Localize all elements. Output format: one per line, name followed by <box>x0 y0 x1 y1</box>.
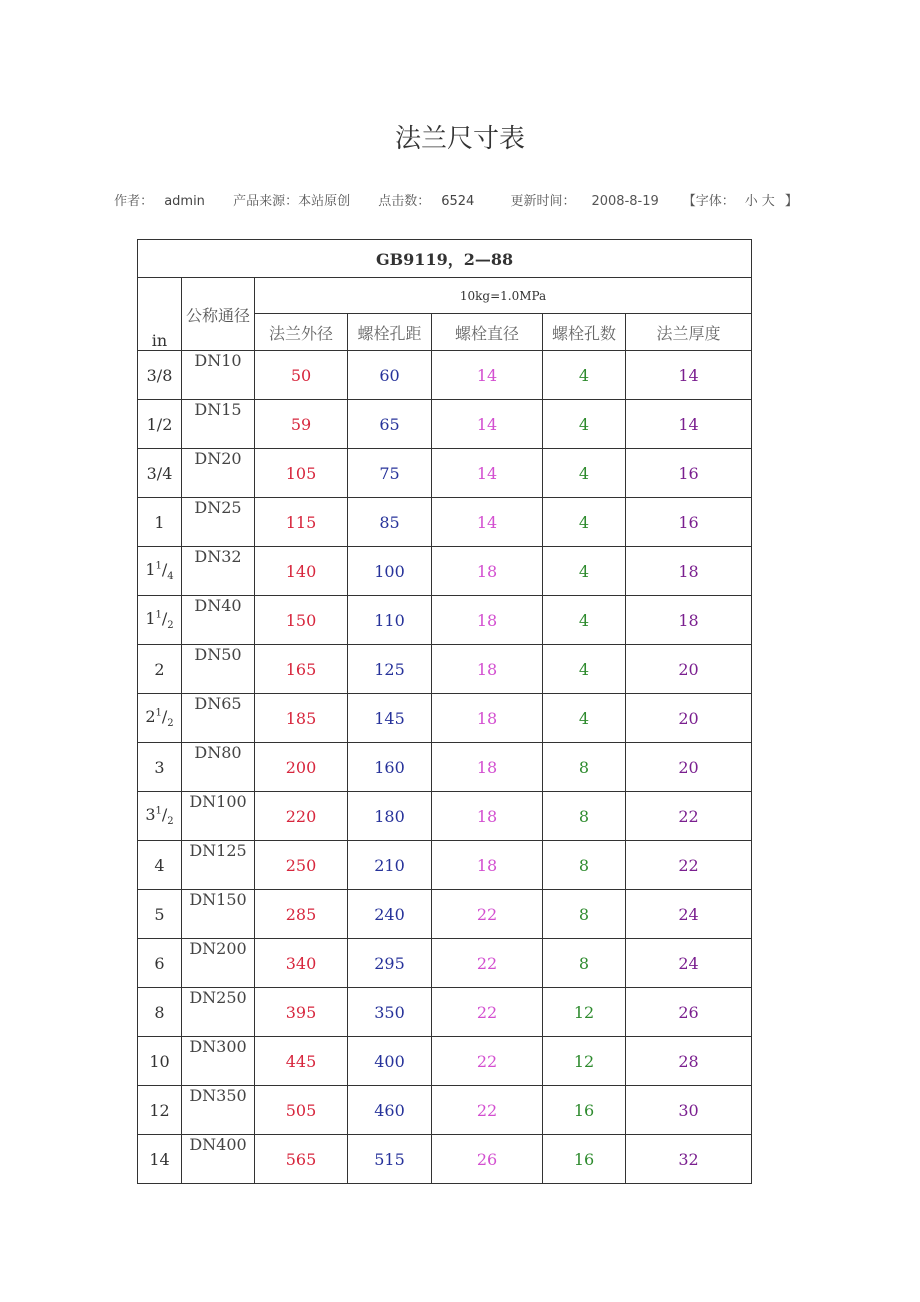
bolt-pitch: 350 <box>348 988 432 1037</box>
nominal-diameter: DN65 <box>182 694 255 743</box>
bolt-diameter: 18 <box>432 645 543 694</box>
nominal-diameter-header: 公称通径 <box>182 278 255 351</box>
inch-size <box>138 841 182 890</box>
outer-diameter: 200 <box>255 743 348 792</box>
bolt-count: 12 <box>543 988 626 1037</box>
table-row <box>138 890 752 939</box>
table-title-row <box>138 240 752 278</box>
inch-size: $1^1/_2$ <box>138 596 182 645</box>
inch-whole: 6 <box>154 953 165 973</box>
bolt-diameter: 26 <box>432 1135 543 1184</box>
inch-size <box>138 890 182 939</box>
thickness-header: 法兰厚度 <box>626 314 752 351</box>
inch-whole: 1/2 <box>146 414 173 434</box>
inch-size <box>138 645 182 694</box>
outer-diameter: 165 <box>255 645 348 694</box>
flange-thickness: 22 <box>626 841 752 890</box>
inch-size <box>138 988 182 1037</box>
nominal-diameter: DN150 <box>182 890 255 939</box>
bolt-count: 8 <box>543 743 626 792</box>
font-size-close: 】 <box>784 194 798 209</box>
bolt-diameter: 18 <box>432 547 543 596</box>
flange-thickness: 20 <box>626 645 752 694</box>
table-row <box>138 351 752 400</box>
standard-heading: GB9119，2—88 <box>138 240 752 278</box>
flange-thickness: 24 <box>626 939 752 988</box>
nominal-diameter: DN300 <box>182 1037 255 1086</box>
source-info: 产品来源：本站原创 <box>233 194 351 209</box>
bolt-count: 16 <box>543 1086 626 1135</box>
inch-whole: 1 <box>145 559 156 579</box>
inch-whole: 10 <box>149 1051 170 1071</box>
bolt-pitch: 210 <box>348 841 432 890</box>
outer-diameter: 185 <box>255 694 348 743</box>
inch-whole: 3/8 <box>146 365 173 385</box>
inch-whole: 12 <box>149 1100 170 1120</box>
bolt-diameter-header: 螺栓直径 <box>432 314 543 351</box>
bolt-diameter: 18 <box>432 694 543 743</box>
bolt-pitch: 145 <box>348 694 432 743</box>
nominal-diameter: DN200 <box>182 939 255 988</box>
outer-diameter: 50 <box>255 351 348 400</box>
outer-diameter: 150 <box>255 596 348 645</box>
font-small-link[interactable]: 小 <box>744 194 758 209</box>
nominal-diameter: DN125 <box>182 841 255 890</box>
flange-thickness: 20 <box>626 694 752 743</box>
inch-whole: 1 <box>145 608 156 628</box>
table-row <box>138 449 752 498</box>
inch-whole: 8 <box>154 1002 165 1022</box>
updated-info <box>502 194 813 209</box>
flange-thickness: 20 <box>626 743 752 792</box>
bolt-pitch: 85 <box>348 498 432 547</box>
nominal-diameter: DN250 <box>182 988 255 1037</box>
bolt-pitch: 100 <box>348 547 432 596</box>
bolt-diameter: 14 <box>432 449 543 498</box>
nominal-diameter: DN32 <box>182 547 255 596</box>
table-row <box>138 1086 752 1135</box>
inch-size <box>138 1037 182 1086</box>
flange-dimension-table <box>137 239 752 1184</box>
nominal-diameter: DN350 <box>182 1086 255 1135</box>
bolt-pitch: 240 <box>348 890 432 939</box>
inch-size <box>138 498 182 547</box>
flange-thickness: 16 <box>626 498 752 547</box>
bolt-count: 4 <box>543 498 626 547</box>
bolt-pitch: 65 <box>348 400 432 449</box>
author-name: admin <box>164 194 205 209</box>
inch-size <box>138 351 182 400</box>
bolt-diameter: 18 <box>432 841 543 890</box>
article-meta <box>0 190 920 209</box>
outer-diameter: 220 <box>255 792 348 841</box>
table-row <box>138 498 752 547</box>
outer-diameter: 115 <box>255 498 348 547</box>
outer-diameter: 285 <box>255 890 348 939</box>
inch-size <box>138 400 182 449</box>
font-size-control <box>675 194 806 209</box>
inch-fraction-numerator: 1 <box>155 707 162 719</box>
author-label: 作者： <box>114 194 154 209</box>
bolt-diameter: 18 <box>432 792 543 841</box>
bolt-count: 4 <box>543 547 626 596</box>
nominal-diameter: DN40 <box>182 596 255 645</box>
bolt-pitch: 160 <box>348 743 432 792</box>
inch-whole: 14 <box>149 1149 170 1169</box>
inch-whole: 3 <box>154 757 165 777</box>
pressure-rating: 10kg=1.0MPa <box>255 278 752 314</box>
bolt-count: 4 <box>543 645 626 694</box>
inch-fraction-numerator: 1 <box>155 805 162 817</box>
inch-whole: 3/4 <box>146 463 173 483</box>
nominal-diameter: DN400 <box>182 1135 255 1184</box>
bolt-count-header: 螺栓孔数 <box>543 314 626 351</box>
inch-size: $3^1/_2$ <box>138 792 182 841</box>
outer-diameter: 340 <box>255 939 348 988</box>
table-row <box>138 400 752 449</box>
inch-size <box>138 1135 182 1184</box>
bolt-count: 8 <box>543 792 626 841</box>
table-row <box>138 743 752 792</box>
flange-thickness: 14 <box>626 400 752 449</box>
bolt-count: 4 <box>543 694 626 743</box>
bolt-pitch: 515 <box>348 1135 432 1184</box>
outer-diameter: 105 <box>255 449 348 498</box>
pressure-row <box>138 278 752 314</box>
table-row <box>138 645 752 694</box>
table-row <box>138 841 752 890</box>
clicks-label: 点击数： <box>378 194 431 209</box>
nominal-diameter: DN10 <box>182 351 255 400</box>
flange-thickness: 22 <box>626 792 752 841</box>
inch-size <box>138 939 182 988</box>
bolt-pitch-header: 螺栓孔距 <box>348 314 432 351</box>
outer-diameter: 395 <box>255 988 348 1037</box>
flange-thickness: 24 <box>626 890 752 939</box>
bolt-pitch: 460 <box>348 1086 432 1135</box>
bolt-count: 8 <box>543 939 626 988</box>
inch-whole: 2 <box>145 706 156 726</box>
bolt-pitch: 60 <box>348 351 432 400</box>
bolt-diameter: 14 <box>432 400 543 449</box>
outer-diameter: 445 <box>255 1037 348 1086</box>
bolt-diameter: 22 <box>432 1037 543 1086</box>
inch-whole: 2 <box>154 659 165 679</box>
inch-size <box>138 449 182 498</box>
inch-size: $1^1/_4$ <box>138 547 182 596</box>
outer-diameter-header: 法兰外径 <box>255 314 348 351</box>
bolt-diameter: 14 <box>432 351 543 400</box>
bolt-count: 8 <box>543 890 626 939</box>
inch-size <box>138 743 182 792</box>
font-size-label: 【字体： <box>682 194 735 209</box>
inch-fraction-numerator: 1 <box>155 609 162 621</box>
table-row <box>138 596 752 645</box>
outer-diameter: 505 <box>255 1086 348 1135</box>
inch-whole: 5 <box>154 904 165 924</box>
table-row <box>138 792 752 841</box>
table-row <box>138 1135 752 1184</box>
flange-thickness: 26 <box>626 988 752 1037</box>
table-row <box>138 694 752 743</box>
inch-fraction-denominator: 2 <box>167 620 174 632</box>
nominal-diameter: DN25 <box>182 498 255 547</box>
inch-whole: 4 <box>154 855 165 875</box>
flange-thickness: 32 <box>626 1135 752 1184</box>
inch-fraction-denominator: 2 <box>167 816 174 828</box>
bolt-diameter: 22 <box>432 988 543 1037</box>
bolt-pitch: 110 <box>348 596 432 645</box>
bolt-diameter: 18 <box>432 743 543 792</box>
inch-column-header: in <box>138 278 182 351</box>
nominal-diameter: DN50 <box>182 645 255 694</box>
outer-diameter: 250 <box>255 841 348 890</box>
inch-whole: 1 <box>154 512 165 532</box>
updated-date: 2008-8-19 <box>591 194 659 209</box>
bolt-count: 4 <box>543 351 626 400</box>
clicks-info <box>370 194 482 209</box>
bolt-diameter: 22 <box>432 939 543 988</box>
bolt-count: 4 <box>543 596 626 645</box>
nominal-diameter: DN80 <box>182 743 255 792</box>
bolt-pitch: 295 <box>348 939 432 988</box>
bolt-diameter: 22 <box>432 1086 543 1135</box>
bolt-count: 4 <box>543 449 626 498</box>
bolt-diameter: 22 <box>432 890 543 939</box>
bolt-pitch: 400 <box>348 1037 432 1086</box>
flange-thickness: 28 <box>626 1037 752 1086</box>
table-row <box>138 939 752 988</box>
nominal-diameter: DN20 <box>182 449 255 498</box>
bolt-pitch: 180 <box>348 792 432 841</box>
author-info <box>106 194 213 209</box>
inch-fraction-denominator: 4 <box>167 571 174 583</box>
outer-diameter: 565 <box>255 1135 348 1184</box>
table-row <box>138 547 752 596</box>
inch-size <box>138 1086 182 1135</box>
bolt-count: 8 <box>543 841 626 890</box>
inch-whole: 3 <box>145 804 156 824</box>
flange-thickness: 14 <box>626 351 752 400</box>
outer-diameter: 140 <box>255 547 348 596</box>
inch-fraction-denominator: 2 <box>167 718 174 730</box>
bolt-diameter: 18 <box>432 596 543 645</box>
nominal-diameter: DN100 <box>182 792 255 841</box>
flange-thickness: 30 <box>626 1086 752 1135</box>
bolt-diameter: 14 <box>432 498 543 547</box>
flange-thickness: 18 <box>626 547 752 596</box>
inch-fraction-numerator: 1 <box>155 560 162 572</box>
table-row <box>138 1037 752 1086</box>
font-large-link[interactable]: 大 <box>761 194 775 209</box>
bolt-count: 16 <box>543 1135 626 1184</box>
bolt-count: 12 <box>543 1037 626 1086</box>
clicks-count: 6524 <box>441 194 475 209</box>
nominal-diameter: DN15 <box>182 400 255 449</box>
flange-thickness: 16 <box>626 449 752 498</box>
inch-size: $2^1/_2$ <box>138 694 182 743</box>
table-row <box>138 988 752 1037</box>
bolt-count: 4 <box>543 400 626 449</box>
outer-diameter: 59 <box>255 400 348 449</box>
page-title: 法兰尺寸表 <box>394 124 525 154</box>
bolt-pitch: 75 <box>348 449 432 498</box>
flange-thickness: 18 <box>626 596 752 645</box>
updated-label: 更新时间： <box>510 194 576 209</box>
bolt-pitch: 125 <box>348 645 432 694</box>
